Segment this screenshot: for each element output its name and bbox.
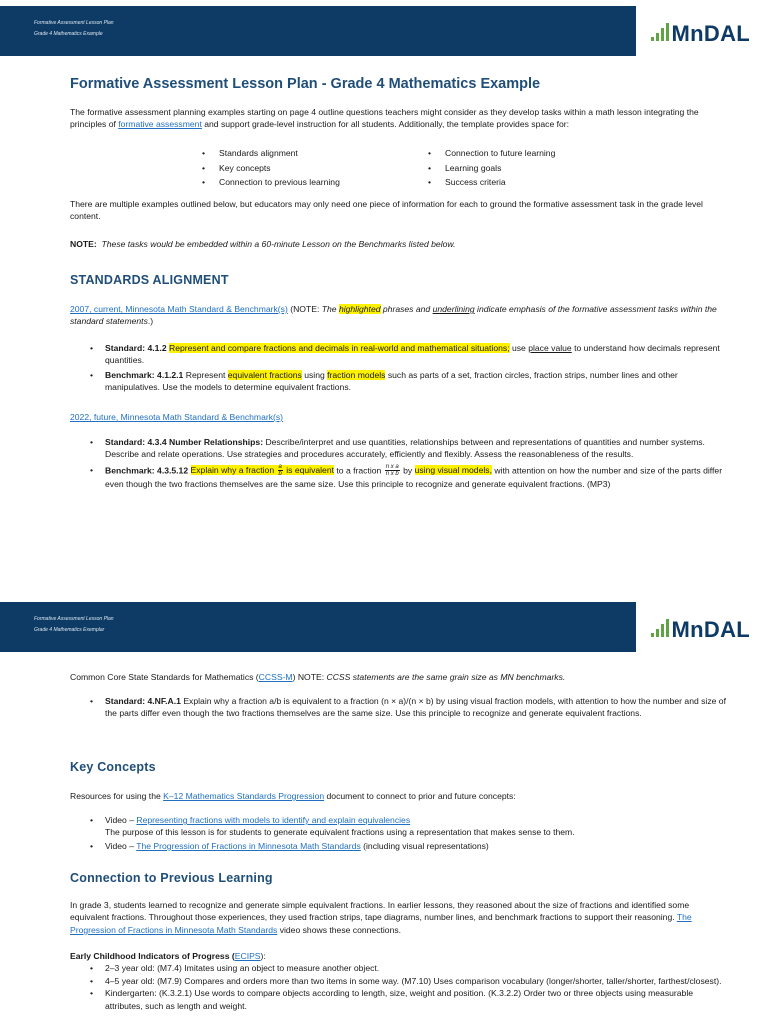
template-list-left <box>202 146 428 190</box>
fraction-na-over-nb <box>385 464 400 478</box>
benchmark-label: Benchmark: 4.3.5.12 <box>105 465 189 476</box>
standards-alignment-heading: STANDARDS ALIGNMENT <box>70 273 229 287</box>
ccss-intro <box>70 671 730 683</box>
ccss-note-text: CCSS statements are the same grain size as MN benchmarks. <box>326 672 566 682</box>
logo-bars-icon <box>651 619 669 637</box>
key-concepts-heading: Key Concepts <box>70 760 156 774</box>
logo-bars-icon <box>651 23 669 41</box>
std2007-intro <box>70 303 730 328</box>
standard-text-end: to understand how decimals represent quantities. <box>105 343 720 366</box>
fraction-a-over-b <box>278 464 283 478</box>
ecip-list-item: • Kindergarten: (K.3.2.1) Use words to compare objects according to length, size, weight and position. (K.3.2.2) Order two or three objects using measurable attributes, such as length and weight. <box>90 987 730 1012</box>
standard-highlight: Represent and compare fractions and decimals in real-world and mathematical situations; <box>169 343 510 353</box>
intro-text: The formative assessment planning examples starting on page 4 outline questions teachers might consider as they develop tasks within a math lesson integrating the principles of <box>70 107 699 130</box>
video-link-representing-fractions[interactable]: Representing fractions with models to identify and explain equivalencies <box>136 815 411 825</box>
intro-paragraph <box>70 106 730 131</box>
progression-fractions-link[interactable]: The Progression of Fractions in Minnesota Math Standards <box>70 912 692 935</box>
std2007-list <box>70 342 730 396</box>
logo-text: MnDAL <box>671 21 750 46</box>
note-phrases: phrases and <box>380 304 433 314</box>
multiple-examples-text: There are multiple examples outlined below, but educators may only need one piece of information for each to ground the formative assessment task in the grade level content. <box>70 199 703 222</box>
ecip-block <box>70 950 730 1012</box>
ccss-text: Common Core State Standards for Mathematics ( <box>70 672 259 682</box>
formative-assessment-link[interactable]: formative assessment <box>118 119 202 130</box>
ecip-list-item: • 4–5 year old: (M7.9) Compares and orders more than two items in some way. (M7.10) Uses comparison vocabulary (longer/shorter, taller/shorter, farthest/closest). <box>90 975 730 987</box>
std2022-link[interactable]: 2022, future, Minnesota Math Standard & Benchmark(s) <box>70 412 284 422</box>
header-bar <box>0 602 636 652</box>
k12-progression-link[interactable]: K–12 Mathematics Standards Progression <box>163 791 325 801</box>
page2-header <box>0 602 768 652</box>
benchmark-text-end: such as parts of a set, fraction circles, fraction strips, number lines and other manipulatives. Use the models to determine equivalent fractions. <box>105 369 678 393</box>
header-doc-title: Formative Assessment Lesson Plan <box>34 20 114 26</box>
prev-learning-text-end: video shows these connections. <box>277 924 402 935</box>
template-list-right <box>428 146 654 190</box>
multiple-examples-paragraph <box>70 198 730 223</box>
note-the: The <box>321 304 339 314</box>
template-list-item: • Connection to future learning <box>428 146 654 161</box>
benchmark-highlight-1: equivalent fractions <box>227 369 302 380</box>
resources-paragraph <box>70 790 730 802</box>
standard-4-3-4 <box>90 436 730 461</box>
resources-text: Resources for using the <box>70 791 164 801</box>
standards-heading-block <box>70 271 730 289</box>
note-close: .) <box>147 316 154 327</box>
template-list-item: • Success criteria <box>428 175 654 190</box>
template-list-item: • Standards alignment <box>202 146 428 161</box>
video-label: Video – <box>105 840 137 851</box>
ccss-list <box>70 695 730 722</box>
mndal-logo <box>651 15 750 45</box>
header-doc-title: Formative Assessment Lesson Plan <box>34 616 114 622</box>
benchmark-text-end: with attention on how the number and size of the parts differ even though the two fractions themselves are the same size. Use this principle to recognize and generate equivalent fractions. (MP3) <box>105 465 723 489</box>
ecip-label: Early Childhood Indicators of Progress ( <box>70 951 235 961</box>
benchmark-highlight-1: Explain why a fraction <box>190 465 275 476</box>
note-text: These tasks would be embedded within a 60-minute Lesson on the Benchmarks listed below. <box>101 239 456 249</box>
benchmark-text: to a fraction <box>334 465 384 476</box>
mndal-logo <box>651 611 750 641</box>
std2007-link[interactable]: 2007, current, Minnesota Math Standard & Benchmark(s) <box>70 304 288 314</box>
prev-learning-paragraph <box>70 899 730 936</box>
resources-text-end: document to connect to prior and future concepts: <box>324 791 516 801</box>
video-note: (including visual representations) <box>360 840 489 851</box>
benchmark-highlight-2: fraction models <box>327 369 386 380</box>
header-bar <box>0 6 636 56</box>
standard-text: Describe/interpret and use quantities, relationships between and representations of quantities and number systems. Describe and relate operations. Use strategies and procedures accurately, efficiently and flexibly. Assess the reasonableness of the results. <box>105 437 705 460</box>
connection-previous-learning-heading: Connection to Previous Learning <box>70 871 273 885</box>
logo-text: MnDAL <box>671 617 750 642</box>
standard-4-1-2 <box>90 342 730 367</box>
ecip-list <box>70 962 730 1012</box>
key-concepts-heading-block <box>70 758 730 776</box>
fraction-denominator: b <box>278 471 282 478</box>
header-doc-subtitle: Grade 4 Mathematics Example <box>34 31 103 37</box>
page1-title-block <box>70 74 730 95</box>
fraction-denominator: n x b <box>385 471 399 478</box>
standard-text: use <box>509 343 529 353</box>
benchmark-text: Represent <box>183 369 228 380</box>
video-list <box>70 814 730 854</box>
video-label: Video – <box>105 815 137 825</box>
video-link-progression-fractions[interactable]: The Progression of Fractions in Minnesota Math Standards <box>136 840 361 851</box>
page-title: Formative Assessment Lesson Plan - Grade 4 Mathematics Example <box>70 76 541 92</box>
std2022-list <box>70 436 730 492</box>
note-underlining: underlining <box>432 304 475 314</box>
page1-header <box>0 6 768 56</box>
standard-text: Explain why a fraction a/b is equivalent to a fraction (n × a)/(n × b) by using visual fraction models, with attention to how the number and size of the parts differ even though the two fractions themselves are the same size. Use this principle to recognize and generate equivalent fractions. <box>105 696 726 719</box>
video-item-1 <box>90 814 730 839</box>
note-rest: indicate emphasis of the formative assessment tasks within the standard statements <box>70 304 717 327</box>
ecip-colon: ): <box>260 951 266 961</box>
standard-underline: place value <box>528 343 572 353</box>
intro-text-end: and support grade-level instruction for all students. Additionally, the template provides space for: <box>201 119 570 130</box>
std2022-intro <box>70 411 730 423</box>
standard-4-nf-a-1 <box>90 695 730 720</box>
header-doc-subtitle: Grade 4 Mathematics Exemplar <box>34 627 105 633</box>
note-highlighted: highlighted <box>338 304 381 314</box>
video-description: The purpose of this lesson is for students to generate equivalent fractions using a representation that makes sense to them. <box>105 827 575 838</box>
ecip-list-item: • 2–3 year old: (M7.4) Imitates using an object to measure another object. <box>90 962 730 974</box>
prev-learning-heading-block <box>70 869 730 887</box>
video-item-2 <box>90 840 730 852</box>
template-list-item: • Key concepts <box>202 161 428 176</box>
benchmark-highlight-3: using visual models, <box>414 465 492 476</box>
template-list-item: • Connection to previous learning <box>202 175 428 190</box>
benchmark-text-2: by <box>400 465 415 476</box>
fraction-numerator: a <box>278 463 282 470</box>
standard-label: Standard: 4.1.2 <box>105 343 167 353</box>
ccss-note-label: ) NOTE: <box>292 672 327 682</box>
note-label: NOTE: <box>70 239 97 249</box>
benchmark-4-3-5-12 <box>90 464 730 490</box>
prev-learning-text: In grade 3, students learned to recognize and generate simple equivalent fractions. In earlier lessons, they reasoned about the size of fractions and identified some equivalent fractions. Throughout those experiences, they used fraction strips, tape diagrams, number lines, and benchmark fractions to support their reasoning. <box>70 900 690 923</box>
fraction-numerator: n x a <box>385 463 399 470</box>
standard-label: Standard: 4.NF.A.1 <box>105 696 181 706</box>
template-items-list <box>70 146 730 190</box>
template-list-item: • Learning goals <box>428 161 654 176</box>
benchmark-label: Benchmark: 4.1.2.1 <box>105 369 184 380</box>
benchmark-4-1-2-1 <box>90 369 730 394</box>
note-paragraph <box>70 238 730 250</box>
ccss-m-link[interactable]: CCSS-M <box>258 672 293 682</box>
benchmark-text-2: using <box>301 369 328 380</box>
benchmark-highlight-2: is equivalent <box>286 465 335 476</box>
ecips-link[interactable]: ECIPS <box>234 951 261 961</box>
standard-label: Standard: 4.3.4 Number Relationships: <box>105 437 264 447</box>
note-open: (NOTE: <box>287 304 322 314</box>
